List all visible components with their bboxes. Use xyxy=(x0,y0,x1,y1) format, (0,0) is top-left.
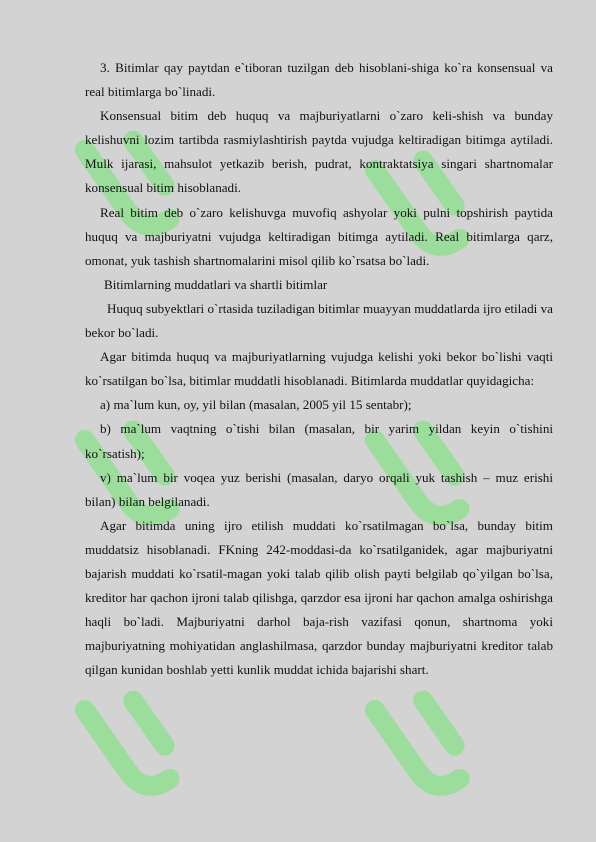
paragraph-terms-intro: Huquq subyektlari o`rtasida tuziladigan bitimlar muayyan muddatlarda ijro etiladi va bekor bo`ladi. xyxy=(85,300,553,341)
list-item-a: a) ma`lum kun, oy, yil bilan (masalan, 2005 yil 15 sentabr); xyxy=(100,397,412,413)
paragraph-consensual: Konsensual bitim deb huquq va majburiyatlarni o`zaro keli-shish va bunday kelishuvni lozim tartibda rasmiylashtirish paytda vujudga keltiradigan bitimga aytiladi. Mulk ijarasi, mahsulot yetkazib berish, pudrat, kontraktatsiya singari shartnomalar konsensual bitim hisoblanadi. xyxy=(85,108,553,196)
paragraph-real: Real bitim deb o`zaro kelishuvga muvofiq ashyolar yoki pulni topshirish paytida huquq va majburiyatni vujudga keltiradigan bitimga aytiladi. Real bitimlarga qarz, omonat, yuk tashish shartnomalarini misol qilib ko`rsatsa bo`ladi. xyxy=(85,204,553,268)
list-item-v: v) ma`lum bir voqea yuz berishi (masalan, daryo orqali yuk tashish – muz erishi bilan) bilan belgilanadi. xyxy=(85,469,553,509)
watermark-logo-icon xyxy=(360,660,510,810)
list-item-b: b) ma`lum vaqtning o`tishi bilan (masalan, bir yarim yildan keyin o`tishini ko`rsatish); xyxy=(85,421,553,461)
paragraph-bitim-classification: 3. Bitimlar qay paytdan e`tiboran tuzilgan deb hisoblani-shiga ko`ra konsensual va real bitimlarga bo`linadi. xyxy=(85,60,553,100)
body-text xyxy=(85,56,553,682)
section-heading: Bitimlarning muddatlari va shartli bitimlar xyxy=(104,276,328,292)
paragraph-term-bitim: Agar bitimda huquq va majburiyatlarning vujudga kelishi yoki bekor bo`lishi vaqti ko`rsatilgan bo`lsa, bitimlar muddatli hisoblanadi. Bitimlarda muddatlar quyidagicha: xyxy=(85,349,553,389)
watermark-logo-icon xyxy=(70,660,220,810)
paragraph-indefinite-term: Agar bitimda uning ijro etilish muddati ko`rsatilmagan bo`lsa, bunday bitim muddatsiz hisoblanadi. FKning 242-moddasi-da ko`rsatilganidek, agar majburiyatni bajarish muddati ko`rsatil-magan yoki talab qilib olish payti belgilab qo`yilgan bo`lsa, kreditor har qachon ijroni talab qilishga, qarzdor esa ijroni har qachon amalga oshirishga haqli bo`ladi. Majburiyatni darhol baja-rish vazifasi qonun, shartnoma yoki majburiyatning mohiyatidan anglashilmasa, qarzdor bunday majburiyatni kreditor talab qilgan kunidan boshlab yetti kunlik muddat ichida bajarishi shart. xyxy=(85,517,553,678)
